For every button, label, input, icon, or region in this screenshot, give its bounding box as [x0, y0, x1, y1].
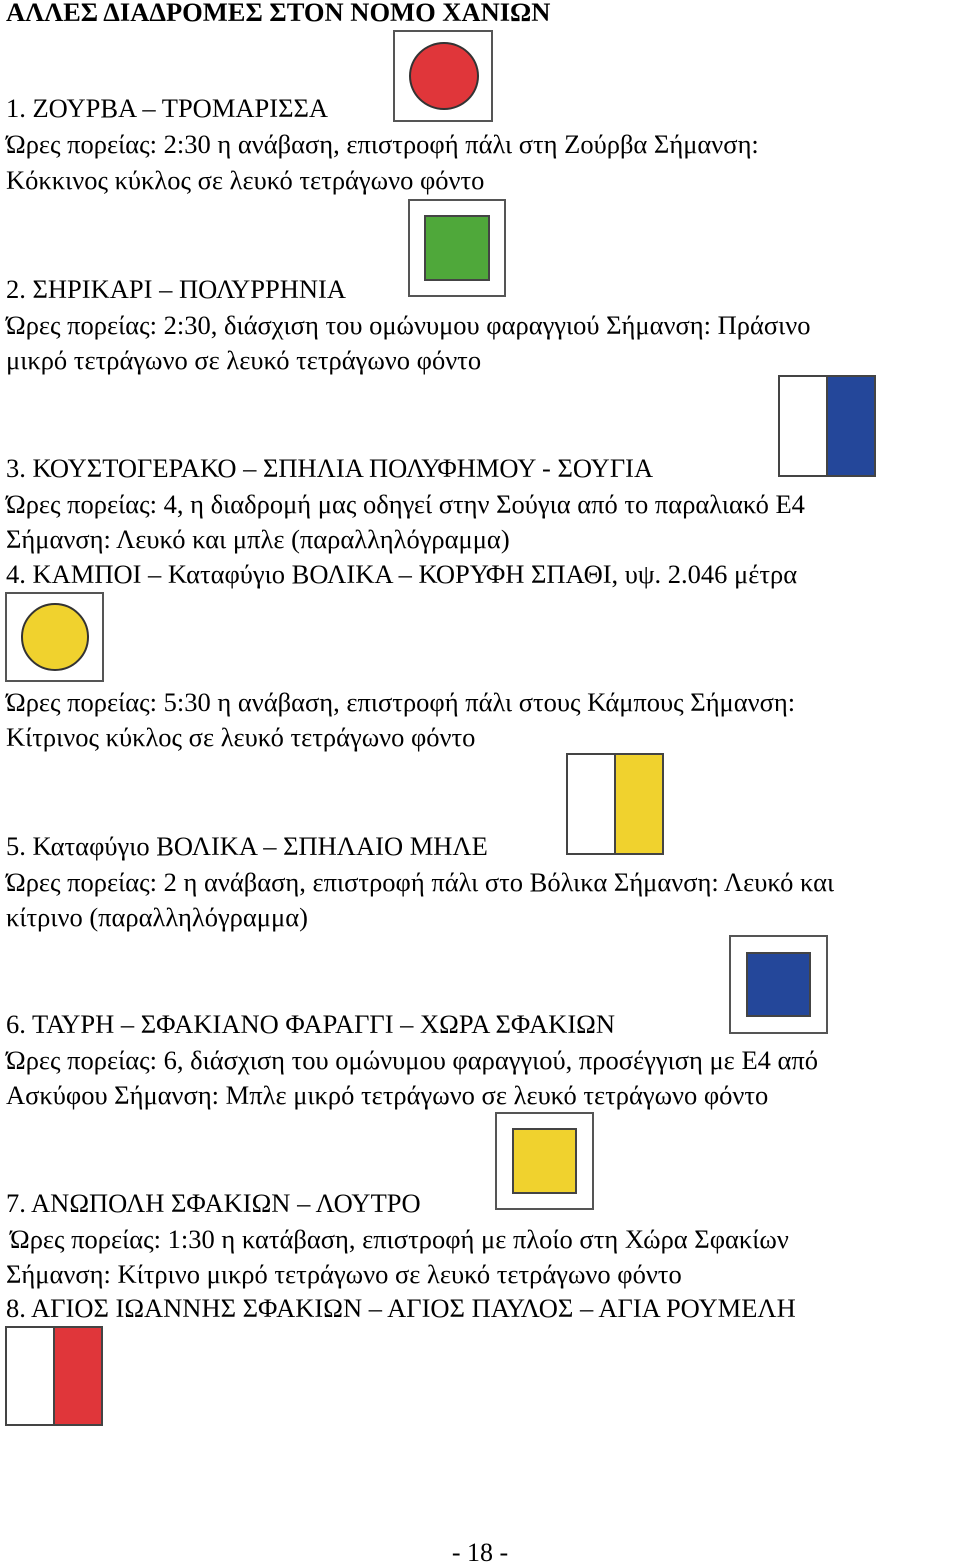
route-5-heading: 5. Καταφύγιο ΒΟΛΙΚΑ – ΣΠΗΛΑΙΟ ΜΗΛΕ — [6, 831, 488, 861]
white-half-icon — [780, 377, 828, 475]
yellow-square-sign-icon — [495, 1112, 594, 1210]
route-4-heading: 4. ΚΑΜΠΟΙ – Καταφύγιο ΒΟΛΙΚΑ – ΚΟΡΥΦΗ ΣΠΑΘΙ, υψ. 2.046 μέτρα — [6, 559, 798, 589]
red-circle-sign-icon — [393, 30, 493, 122]
yellow-square-icon — [512, 1128, 577, 1194]
blue-half-icon — [828, 377, 874, 475]
green-square-icon — [424, 215, 490, 281]
route-1-line2: Κόκκινος κύκλος σε λευκό τετράγωνο φόντο — [6, 165, 485, 195]
route-2-heading: 2. ΣΗΡΙΚΑΡΙ – ΠΟΛΥΡΡΗΝΙΑ — [6, 274, 347, 304]
route-8-heading: 8. ΑΓΙΟΣ ΙΩΑΝΝΗΣ ΣΦΑΚΙΩΝ – ΑΓΙΟΣ ΠΑΥΛΟΣ – ΑΓΙΑ ΡΟΥΜΕΛΗ — [6, 1293, 796, 1323]
route-4-line1: Ώρες πορείας: 5:30 η ανάβαση, επιστροφή πάλι στους Κάμπους Σήμανση: — [6, 687, 796, 717]
blue-square-icon — [746, 952, 811, 1017]
white-yellow-sign-icon — [566, 753, 664, 855]
page-title: ΑΛΛΕΣ ΔΙΑΔΡΟΜΕΣ ΣΤΟΝ ΝΟΜΟ ΧΑΝΙΩΝ — [6, 0, 551, 27]
route-5-line2: κίτρινο (παραλληλόγραμμα) — [6, 902, 308, 932]
red-circle-icon — [409, 42, 479, 110]
route-1-heading: 1. ΖΟΥΡΒΑ – ΤΡΟΜΑΡΙΣΣΑ — [6, 93, 329, 123]
yellow-half-icon — [616, 755, 662, 853]
route-6-heading: 6. ΤΑΥΡΗ – ΣΦΑΚΙΑΝΟ ΦΑΡΑΓΓΙ – ΧΩΡΑ ΣΦΑΚΙΩΝ — [6, 1009, 615, 1039]
route-4-line2: Κίτρινος κύκλος σε λευκό τετράγωνο φόντο — [6, 722, 476, 752]
white-half-icon — [568, 755, 616, 853]
route-5-line1: Ώρες πορείας: 2 η ανάβαση, επιστροφή πάλι στο Βόλικα Σήμανση: Λευκό και — [6, 867, 835, 897]
route-2-line2: μικρό τετράγωνο σε λευκό τετράγωνο φόντο — [6, 345, 482, 375]
yellow-circle-sign-icon — [5, 592, 104, 682]
route-7-line2: Σήμανση: Κίτρινο μικρό τετράγωνο σε λευκό τετράγωνο φόντο — [6, 1259, 682, 1289]
route-6-line2: Ασκύφου Σήμανση: Μπλε μικρό τετράγωνο σε λευκό τετράγωνο φόντο — [6, 1080, 769, 1110]
white-red-sign-icon — [5, 1326, 103, 1426]
red-half-icon — [55, 1328, 101, 1424]
route-7-heading: 7. ΑΝΩΠΟΛΗ ΣΦΑΚΙΩΝ – ΛΟΥΤΡΟ — [6, 1188, 421, 1218]
route-3-heading: 3. ΚΟΥΣΤΟΓΕΡΑΚΟ – ΣΠΗΛΙΑ ΠΟΛΥΦΗΜΟΥ - ΣΟΥΓΙΑ — [6, 453, 654, 483]
route-7-line1: Ώρες πορείας: 1:30 η κατάβαση, επιστροφή με πλοίο στη Χώρα Σφακίων — [10, 1224, 789, 1254]
yellow-circle-icon — [21, 603, 89, 671]
route-3-line2: Σήμανση: Λευκό και μπλε (παραλληλόγραμμα) — [6, 524, 510, 554]
page-number: - 18 - — [451, 1538, 509, 1567]
route-3-line1: Ώρες πορείας: 4, η διαδρομή μας οδηγεί στην Σούγια από το παραλιακό Ε4 — [6, 489, 805, 519]
route-1-line1: Ώρες πορείας: 2:30 η ανάβαση, επιστροφή πάλι στη Ζούρβα Σήμανση: — [6, 129, 759, 159]
white-half-icon — [7, 1328, 55, 1424]
green-square-sign-icon — [408, 199, 506, 297]
white-blue-sign-icon — [778, 375, 876, 477]
blue-square-sign-icon — [729, 935, 828, 1034]
route-6-line1: Ώρες πορείας: 6, διάσχιση του ομώνυμου φαραγγιού, προσέγγιση με Ε4 από — [6, 1045, 819, 1075]
route-2-line1: Ώρες πορείας: 2:30, διάσχιση του ομώνυμου φαραγγιού Σήμανση: Πράσινο — [6, 310, 811, 340]
